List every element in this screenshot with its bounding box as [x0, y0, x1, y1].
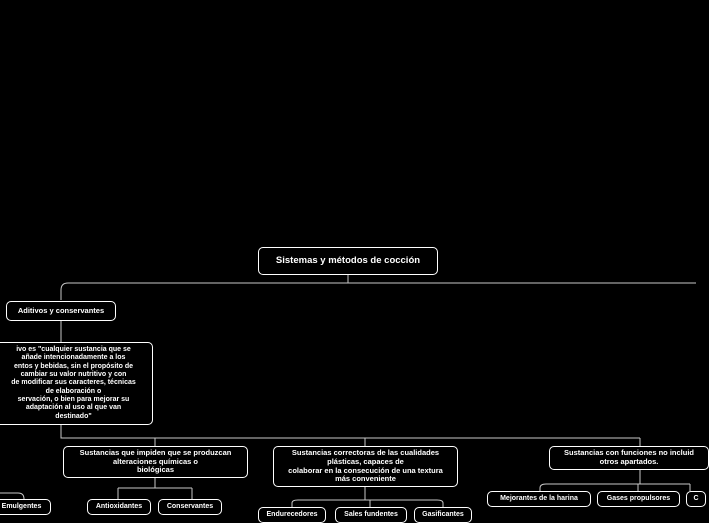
leaf-emulgentes[interactable]: Emulgentes	[0, 499, 51, 515]
leaf-conservantes[interactable]: Conservantes	[158, 499, 222, 515]
leaf-endurecedores[interactable]: Endurecedores	[258, 507, 326, 523]
leaf-mejorantes[interactable]: Mejorantes de la harina	[487, 491, 591, 507]
leaf-sales-fundentes[interactable]: Sales fundentes	[335, 507, 407, 523]
category-other-node[interactable]: Sustancias con funciones no incluid otros apartados.	[549, 446, 709, 470]
category-prevent-node[interactable]: Sustancias que impiden que se produzcan alteraciones químicas o biológicas	[63, 446, 248, 478]
category-correct-node[interactable]: Sustancias correctoras de las cualidades plásticas, capaces de colaborar en la consecución de una textura más conveniente	[273, 446, 458, 487]
leaf-antioxidantes[interactable]: Antioxidantes	[87, 499, 151, 515]
definition-node[interactable]: ivo es "cualquier sustancia que se añade intencionadamente a los entos y bebidas, sin el propósito de cambiar su valor nutritivo y con de modificar sus caracteres, técnicas de elaboración o servación, o bien para mejorar su adaptación al uso al que van destinado"	[0, 342, 153, 425]
leaf-gasificantes[interactable]: Gasificantes	[414, 507, 472, 523]
leaf-cut-off[interactable]: C	[686, 491, 706, 507]
root-node[interactable]: Sistemas y métodos de cocción	[258, 247, 438, 275]
additives-node[interactable]: Aditivos y conservantes	[6, 301, 116, 321]
leaf-gases-propulsores[interactable]: Gases propulsores	[597, 491, 680, 507]
